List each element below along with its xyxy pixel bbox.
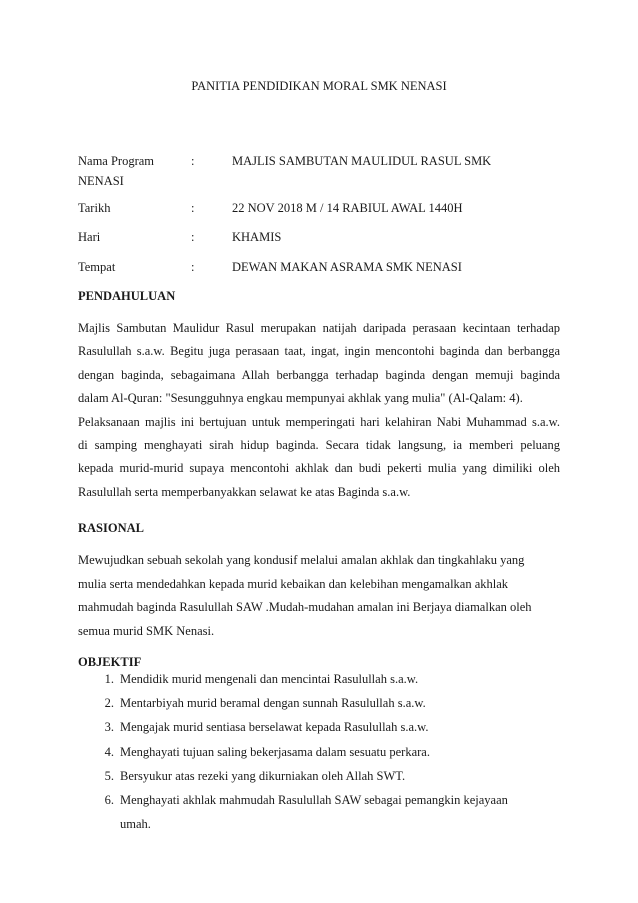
paragraph-line: Majlis Sambutan Maulidur Rasul merupakan natijah daripada perasaan kecintaan terhadap: [78, 321, 560, 335]
info-value-hari: KHAMIS: [232, 230, 282, 244]
paragraph-line: dalam Al-Quran: "Sesungguhnya engkau mempunyai akhlak yang mulia" (Al-Qalam: 4).: [78, 391, 523, 406]
heading-rasional: RASIONAL: [78, 521, 144, 535]
list-item-text: Mentarbiyah murid beramal dengan sunnah Rasulullah s.a.w.: [120, 696, 426, 711]
info-label-program: Nama Program: [78, 154, 155, 168]
paragraph-line: kepada murid-murid supaya mencontohi akhlak dan budi pekerti mulia yang dimiliki oleh: [78, 461, 560, 476]
objektif-list: [100, 667, 560, 836]
list-item-number: 2.: [104, 696, 114, 711]
info-value-tempat: DEWAN MAKAN ASRAMA SMK NENASI: [232, 260, 462, 274]
info-label-hari: Hari: [78, 230, 101, 244]
heading-pendahuluan: PENDAHULUAN: [78, 289, 176, 303]
info-label-tarikh: Tarikh: [78, 201, 111, 215]
paragraph-line: Rasulullah serta memperbanyakkan selawat ke atas Baginda s.a.w.: [78, 484, 411, 499]
list-item: [100, 788, 560, 836]
document-title: PANITIA PENDIDIKAN MORAL SMK NENASI: [191, 79, 447, 93]
info-value-program-continuation: NENASI: [78, 174, 124, 188]
list-item-text: Mendidik murid mengenali dan mencintai Rasulullah s.a.w.: [120, 672, 419, 686]
list-item-text: Menghayati tujuan saling bekerjasama dalam sesuatu perkara.: [120, 744, 430, 759]
info-value-tarikh: 22 NOV 2018 M / 14 RABIUL AWAL 1440H: [232, 201, 463, 215]
info-colon: :: [191, 201, 195, 215]
paragraph-line: Mewujudkan sebuah sekolah yang kondusif melalui amalan akhlak dan tingkahlaku yang: [78, 553, 525, 567]
list-item-text: Menghayati akhlak mahmudah Rasulullah SAW sebagai pemangkin kejayaan: [120, 793, 508, 808]
list-item-text: Bersyukur atas rezeki yang dikurniakan oleh Allah SWT.: [120, 768, 406, 783]
list-item: [100, 764, 560, 788]
info-label-tempat: Tempat: [78, 260, 116, 274]
paragraph-line: Rasulullah s.a.w. Begitu juga perasaan taat, ingat, ingin mencontohi baginda dan berbangga: [78, 344, 560, 359]
list-item-text-continuation: umah.: [120, 817, 151, 832]
paragraph-line: dengan baginda, sebagaimana Allah berbangga terhadap baginda dengan memuji baginda: [78, 367, 560, 382]
paragraph-line: semua murid SMK Nenasi.: [78, 623, 215, 638]
list-item: [100, 740, 560, 764]
paragraph-line: mulia serta mendedahkan kepada murid kebaikan dan kelebihan mengamalkan akhlak: [78, 576, 509, 591]
info-value-program: MAJLIS SAMBUTAN MAULIDUL RASUL SMK: [232, 154, 492, 168]
list-item-text: Mengajak murid sentiasa berselawat kepada Rasulullah s.a.w.: [120, 720, 429, 735]
list-item-number: 3.: [104, 720, 114, 735]
list-item-number: 5.: [104, 768, 114, 783]
heading-objektif: OBJEKTIF: [78, 655, 142, 669]
list-item-number: 1.: [104, 672, 114, 686]
list-item: [100, 691, 560, 715]
info-colon: :: [191, 260, 195, 274]
list-item: [100, 667, 560, 691]
list-item-number: 6.: [104, 793, 114, 808]
list-item-number: 4.: [104, 744, 114, 759]
info-colon: :: [191, 230, 195, 244]
list-item: [100, 715, 560, 739]
paragraph-rasional: [78, 549, 560, 643]
info-colon: :: [191, 154, 195, 168]
paragraph-pendahuluan: [78, 317, 560, 504]
paragraph-line: di samping menghayati sirah hidup baginda. Secara tidak langsung, ia memberi peluang: [78, 438, 560, 453]
paragraph-line: mahmudah baginda Rasulullah SAW .Mudah-mudahan amalan ini Berjaya diamalkan oleh: [78, 600, 532, 615]
paragraph-line: Pelaksanaan majlis ini bertujuan untuk memperingati hari kelahiran Nabi Muhammad s.a.w.: [78, 414, 560, 429]
